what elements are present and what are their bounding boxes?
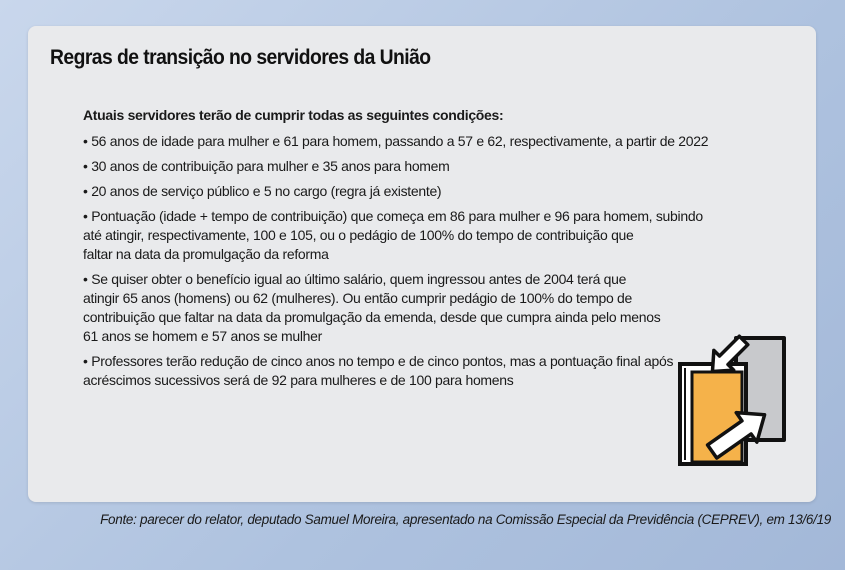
condition-item (83, 182, 693, 201)
condition-line: faltar na data da promulgação da reforma (83, 246, 329, 262)
condition-line: atingir 65 anos (homens) ou 62 (mulheres). Ou então cumprir pedágio de 100% do tempo de (83, 290, 633, 306)
condition-line: • 56 anos de idade para mulher e 61 para homem, passando a 57 e 62, respectivamente, a partir de 2022 (83, 133, 709, 149)
source-note: Fonte: parecer do relator, deputado Samuel Moreira, apresentado na Comissão Especial da Previdência (CEPREV), em 13/6/19 (100, 512, 831, 527)
condition-line: • Pontuação (idade + tempo de contribuição) que começa em 86 para mulher e 96 para homem, subindo (83, 208, 703, 224)
condition-line: 61 anos se homem e 57 anos se mulher (83, 328, 323, 344)
condition-line: • Professores terão redução de cinco anos no tempo e de cinco pontos, mas a pontuação final após (83, 353, 674, 369)
condition-line: • 20 anos de serviço público e 5 no cargo (regra já existente) (83, 183, 442, 199)
conditions-intro: Atuais servidores terão de cumprir todas as seguintes condições: (83, 107, 504, 123)
condition-item (83, 207, 703, 264)
condition-line: acréscimos sucessivos será de 92 para mulheres e de 100 para homens (83, 372, 514, 388)
conditions-content (83, 106, 709, 396)
condition-item (83, 157, 693, 176)
condition-line: • Se quiser obter o benefício igual ao último salário, quem ingressou antes de 2004 terá que (83, 271, 627, 287)
condition-item (83, 352, 693, 390)
info-card (28, 26, 816, 502)
condition-line: contribuição que faltar na data da promulgação da emenda, desde que cumpra ainda pelo menos (83, 309, 661, 325)
transfer-doors-icon (676, 328, 788, 468)
card-title: Regras de transição no servidores da União (50, 46, 431, 69)
condition-item (83, 270, 693, 346)
condition-line: • 30 anos de contribuição para mulher e 35 anos para homem (83, 158, 450, 174)
condition-item (83, 132, 709, 151)
condition-line: até atingir, respectivamente, 100 e 105, ou o pedágio de 100% do tempo de contribuição que (83, 227, 634, 243)
